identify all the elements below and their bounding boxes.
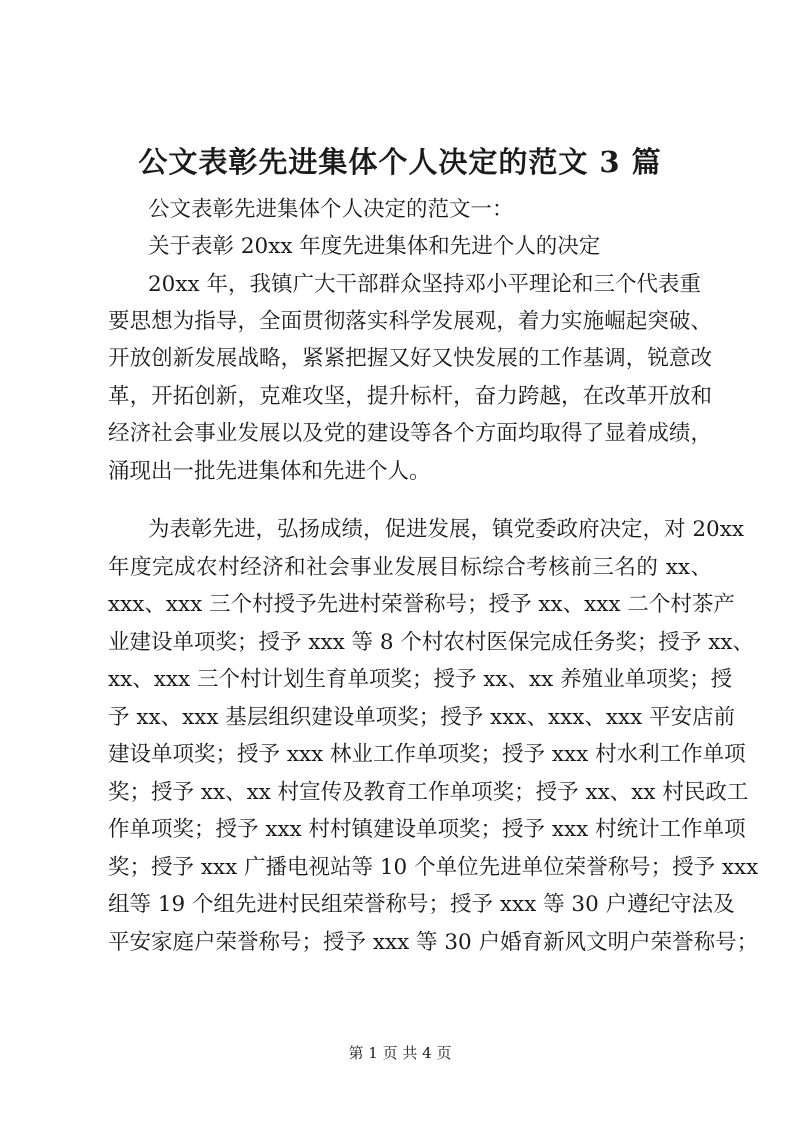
paragraph-line: 年度完成农村经济和社会事业发展目标综合考核前三名的 xx、 [108, 555, 712, 580]
document-subtitle: 公文表彰先进集体个人决定的范文一： [148, 197, 514, 222]
document-title: 公文表彰先进集体个人决定的范文 3 篇 [138, 145, 662, 179]
paragraph-line: 平安家庭户荣誉称号；授予 xxx 等 30 户婚育新风文明户荣誉称号； [108, 930, 759, 955]
paragraph-line: 20xx 年，我镇广大干部群众坚持邓小平理论和三个代表重 [148, 272, 701, 297]
paragraph-line: 奖；授予 xxx 广播电视站等 10 个单位先进单位荣誉称号；授予 xxx [108, 855, 759, 880]
paragraph-line: xx、xxx 三个村计划生育单项奖；授予 xx、xx 养殖业单项奖；授 [108, 667, 733, 692]
page-number: 第 1 页 共 4 页 [348, 1044, 452, 1062]
paragraph-line: 组等 19 个组先进村民组荣誉称号；授予 xxx 等 30 户遵纪守法及 [108, 892, 735, 917]
paragraph-line: 经济社会事业发展以及党的建设等各个方面均取得了显着成绩， [108, 421, 712, 446]
paragraph-line: 奖；授予 xx、xx 村宣传及教育工作单项奖；授予 xx、xx 村民政工 [108, 780, 749, 805]
decision-title: 关于表彰 20xx 年度先进集体和先进个人的决定 [148, 234, 601, 259]
paragraph-line: 要思想为指导，全面贯彻落实科学发展观，着力实施崛起突破、 [108, 309, 712, 334]
paragraph-line: xxx、xxx 三个村授予先进村荣誉称号；授予 xx、xxx 二个村茶产 [108, 592, 735, 617]
paragraph-line: 革，开拓创新，克难攻坚，提升标杆，奋力跨越，在改革开放和 [108, 384, 712, 409]
paragraph-line: 业建设单项奖；授予 xxx 等 8 个村农村医保完成任务奖；授予 xx、 [108, 630, 754, 655]
paragraph-line: 建设单项奖；授予 xxx 林业工作单项奖；授予 xxx 村水利工作单项 [108, 742, 746, 767]
paragraph-line: 予 xx、xxx 基层组织建设单项奖；授予 xxx、xxx、xxx 平安店前 [108, 705, 736, 730]
paragraph-line: 作单项奖；授予 xxx 村村镇建设单项奖；授予 xxx 村统计工作单项 [108, 817, 746, 842]
paragraph-line: 涌现出一批先进集体和先进个人。 [108, 459, 431, 484]
paragraph-line: 为表彰先进，弘扬成绩，促进发展，镇党委政府决定，对 20xx [148, 517, 744, 542]
paragraph-line: 开放创新发展战略，紧紧把握又好又快发展的工作基调，锐意改 [108, 346, 712, 371]
